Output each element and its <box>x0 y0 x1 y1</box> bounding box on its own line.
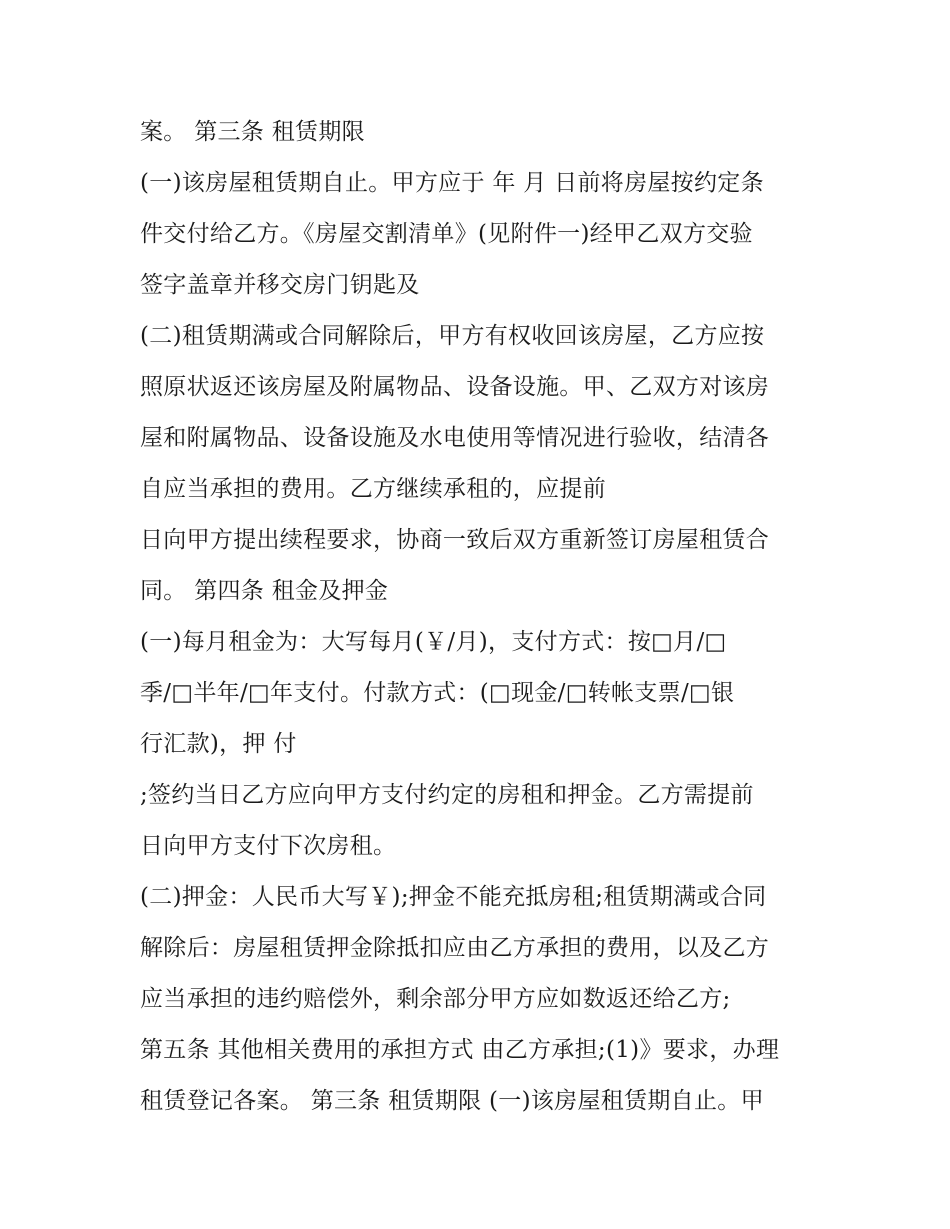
text-line: 案。 第三条 租赁期限 <box>140 119 365 145</box>
document-body <box>140 107 830 1127</box>
text-line: (二)押金：人民币大写￥);押金不能充抵房租;租赁期满或合同 <box>140 884 767 910</box>
text-line: 第五条 其他相关费用的承担方式 由乙方承担;(1)》要求，办理 <box>140 1037 780 1063</box>
text-line: 件交付给乙方。《房屋交割清单》(见附件一)经甲乙双方交验 <box>140 221 753 247</box>
text-line: 同。 第四条 租金及押金 <box>140 578 389 604</box>
text-line: 照原状返还该房屋及附属物品、设备设施。甲、乙双方对该房 <box>140 374 770 400</box>
text-line: ;签约当日乙方应向甲方支付约定的房租和押金。乙方需提前 <box>140 782 754 808</box>
text-line: 日向甲方支付下次房租。 <box>140 833 397 859</box>
text-line: 日向甲方提出续程要求，协商一致后双方重新签订房屋租赁合 <box>140 527 770 553</box>
text-line: (一)每月租金为：大写每月(￥/月)，支付方式：按□月/□ <box>140 629 727 655</box>
text-line: 自应当承担的费用。乙方继续承租的，应提前 <box>140 476 606 502</box>
text-line: 屋和附属物品、设备设施及水电使用等情况进行验收，结清各 <box>140 425 770 451</box>
text-line: 签字盖章并移交房门钥匙及 <box>140 272 420 298</box>
text-line: 应当承担的违约赔偿外，剩余部分甲方应如数返还给乙方; <box>140 986 731 1012</box>
text-line: (二)租赁期满或合同解除后，甲方有权收回该房屋，乙方应按 <box>140 323 765 349</box>
text-line: 解除后：房屋租赁押金除抵扣应由乙方承担的费用，以及乙方 <box>140 935 770 961</box>
text-line: 季/□半年/□年支付。付款方式：(□现金/□转帐支票/□银 <box>140 680 735 706</box>
text-line: (一)该房屋租赁期自止。甲方应于 年 月 日前将房屋按约定条 <box>140 170 764 196</box>
text-line: 租赁登记各案。 第三条 租赁期限 (一)该房屋租赁期自止。甲 <box>140 1088 764 1114</box>
text-line: 行汇款)，押 付 <box>140 731 297 757</box>
